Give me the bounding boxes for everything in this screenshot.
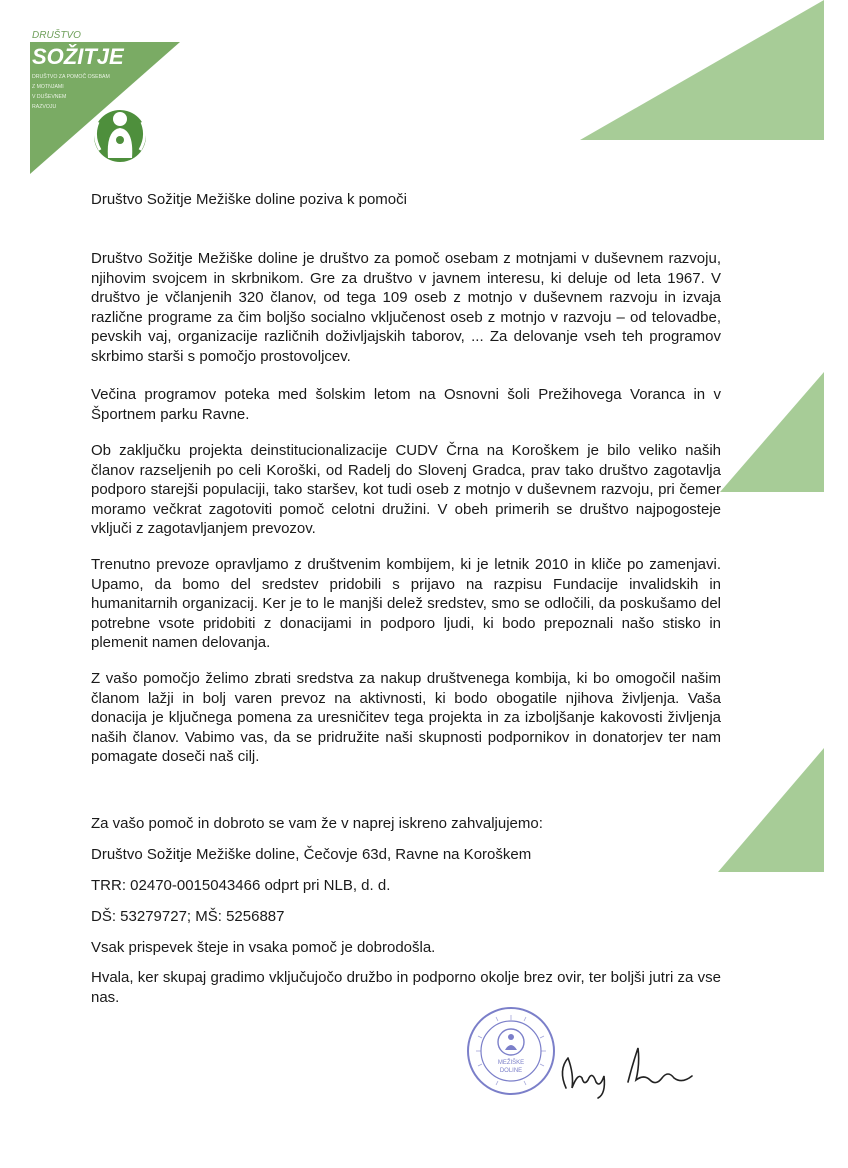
paragraph-3: Ob zaključku projekta deinstitucionalizacije CUDV Črna na Koroškem je bilo veliko naših članov razseljenih po celi Koroški, od Radelj do Slovenj Gradca, prav tako društvo zagotavlja podporo starejši populaciji, tako staršev, kot tudi oseb z motnjo v duševnem razvoju, pri čemer moramo večkrat zagotoviti pomoč celotni družini. V obeh primerih se društvo najpogosteje vključi z zagotavljanjem prevozov. <box>91 442 721 538</box>
corner-triangle-top-right <box>580 0 824 140</box>
closing-paragraph <box>91 968 721 1007</box>
letter-heading: Društvo Sožitje Mežiške doline poziva k pomoči <box>91 191 407 208</box>
closing-text: Hvala, ker skupaj gradimo vključujočo družbo in podporno okolje brez ovir, ter boljši jutri za vse nas. <box>91 969 721 1006</box>
paragraph-2: Večina programov poteka med šolskim letom na Osnovni šoli Prežihovega Voranca in v Športnem parku Ravne. <box>91 386 721 423</box>
paragraph-4: Trenutno prevoze opravljamo z društvenim kombijem, ki je letnik 2010 in kliče po zamenjavi. Upamo, da bomo del sredstev pridobili s prijavo na razpisu Fundacije invalidskih in humanitarnih organizacij. Ker je to le manjši delež sredstev, smo se odločili, da poskušamo del potrebne vsote pridobiti z donacijami in podporo ljudi, ki bodo prepoznali našo stisko in plemenit namen delovanja. <box>91 556 721 652</box>
stamp-emblem-icon <box>498 1029 524 1055</box>
paragraph-intro <box>91 249 721 367</box>
official-stamp <box>466 1006 556 1096</box>
side-triangle-lower <box>718 748 824 872</box>
paragraph-1: Društvo Sožitje Mežiške doline je društvo za pomoč osebam z motnjami v duševnem razvoju, njihovim svojcem in skrbnikom. Gre za društvo v javnem interesu, ki deluje od leta 1967. V društvo je včlanjenih 320 članov, od tega 109 oseb z motnjo v duševnem razvoju in izvaja različne programe za čim boljšo socialno vključenost oseb z motnjo v razvoju – od telovadbe, pevskih vaj, organizacije različnih doživljajskih taborov, ... Za delovanje vseh teh programov skrbimo starši s pomočjo prostovoljcev. <box>91 250 721 365</box>
welcome-line: Vsak prispevek šteje in vsaka pomoč je dobrodošla. <box>91 939 436 956</box>
paragraph-deinstitutionalization <box>91 441 721 539</box>
address-line: Društvo Sožitje Mežiške doline, Čečovje 63d, Ravne na Koroškem <box>91 846 532 863</box>
logo-small-label: DRUŠTVO <box>32 30 81 41</box>
side-triangle-middle <box>720 372 824 492</box>
paragraph-donation <box>91 669 721 767</box>
paragraph-transport <box>91 555 721 653</box>
bank-account-line: TRR: 02470-0015043466 odprt pri NLB, d. d. <box>91 877 391 894</box>
logo-tagline-4: RAZVOJU <box>32 104 57 110</box>
thanks-line: Za vašo pomoč in dobroto se vam že v naprej iskreno zahvaljujemo: <box>91 815 543 832</box>
logo-name: SOŽITJE <box>32 44 124 69</box>
paragraph-5: Z vašo pomočjo želimo zbrati sredstva za nakup društvenega kombija, ki bo omogočil našim članom lažji in bolj varen prevoz na aktivnosti, ki bodo obogatile njihova življenja. Vaša donacija je ključnega pomena za uresničitev tega projekta in za izboljšanje kakovosti življenja naših članov. Vabimo vas, da se pridružite naši skupnosti podpornikov in donatorjev ter nam pomagate doseči naš cilj. <box>91 670 721 766</box>
handwritten-signature <box>552 1030 702 1100</box>
logo-tagline-1: DRUŠTVO ZA POMOČ OSEBAM <box>32 74 110 80</box>
logo-tagline-2: Z MOTNJAMI <box>32 84 64 90</box>
logo-emblem-icon <box>90 106 150 166</box>
sozitje-logo <box>28 26 188 176</box>
stamp-text-2: DOLINE <box>499 1068 523 1074</box>
stamp-text-1: MEŽIŠKE <box>497 1060 525 1066</box>
logo-tagline-3: V DUŠEVNEM <box>32 94 67 100</box>
tax-number-line: DŠ: 53279727; MŠ: 5256887 <box>91 908 285 925</box>
paragraph-programs <box>91 385 721 424</box>
